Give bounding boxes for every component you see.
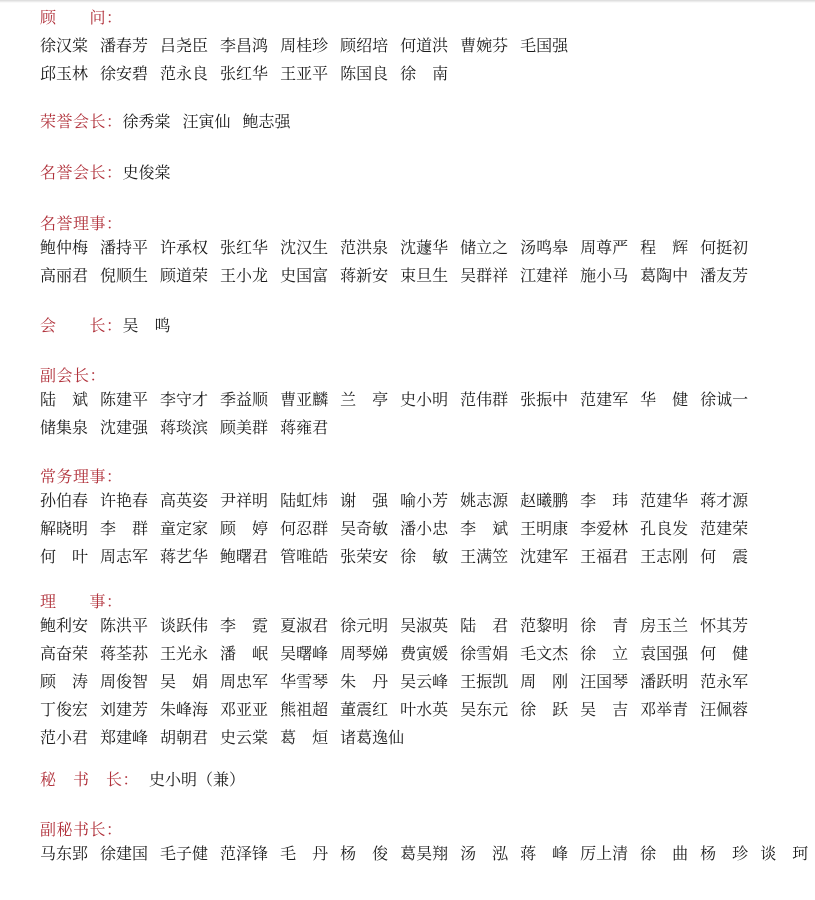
section-honorary-president <box>40 159 800 187</box>
person-name: 江建祥 <box>520 266 569 285</box>
person-name: 潘持平 <box>100 238 149 257</box>
person-name: 徐 青 <box>580 616 629 635</box>
person-name: 怀其芳 <box>700 616 749 635</box>
person-name: 高丽君 <box>40 266 89 285</box>
president-names <box>123 312 183 340</box>
person-name: 朱 丹 <box>340 672 389 691</box>
person-name: 喻小芳 <box>400 491 449 510</box>
person-name: 史国富 <box>280 266 329 285</box>
directors-heading: 理 事： <box>40 592 123 611</box>
person-name: 李爱林 <box>580 519 629 538</box>
person-name: 蒋 峰 <box>520 844 569 863</box>
directors-line-1 <box>40 612 800 640</box>
honorary-chairman-heading: 荣誉会长： <box>40 112 123 131</box>
person-name: 王振凯 <box>460 672 509 691</box>
president-heading: 会 长： <box>40 316 123 335</box>
person-name: 鲍志强 <box>242 112 291 131</box>
person-name: 刘建芳 <box>100 700 149 719</box>
person-name: 何 健 <box>700 644 749 663</box>
person-name: 王光永 <box>160 644 209 663</box>
person-name: 范伟群 <box>460 390 509 409</box>
person-name: 范建军 <box>580 390 629 409</box>
honorary-directors-line-1 <box>40 234 800 262</box>
person-name: 范小君 <box>40 728 89 747</box>
person-name: 储立之 <box>460 238 509 257</box>
standing-directors-line-1 <box>40 487 800 515</box>
person-name: 徐 南 <box>400 64 449 83</box>
standing-directors-heading: 常务理事： <box>40 467 123 486</box>
person-name: 何道洪 <box>400 36 449 55</box>
president-row <box>40 312 800 340</box>
deputy-secretaries-line-1 <box>40 840 809 868</box>
person-name: 何 叶 <box>40 547 89 566</box>
secretary-general-names <box>149 766 257 794</box>
advisors-line-1 <box>40 32 800 60</box>
person-name: 徐安碧 <box>100 64 149 83</box>
person-name: 鲍利安 <box>40 616 89 635</box>
person-name: 毛文杰 <box>520 644 569 663</box>
vice-presidents-heading: 副会长： <box>40 366 107 385</box>
person-name: 沈蘧华 <box>400 238 449 257</box>
person-name: 史小明（兼） <box>149 770 246 789</box>
person-name: 吴群祥 <box>460 266 509 285</box>
person-name: 徐 立 <box>580 644 629 663</box>
person-name: 周琴娣 <box>340 644 389 663</box>
person-name: 鲍仲梅 <box>40 238 89 257</box>
person-name: 王小龙 <box>220 266 269 285</box>
person-name: 孙伯春 <box>40 491 89 510</box>
person-name: 吴淑英 <box>400 616 449 635</box>
person-name: 束旦生 <box>400 266 449 285</box>
person-name: 张振中 <box>520 390 569 409</box>
person-name: 周尊严 <box>580 238 629 257</box>
person-name: 吴曙峰 <box>280 644 329 663</box>
person-name: 史小明 <box>400 390 449 409</box>
person-name: 程 辉 <box>640 238 689 257</box>
section-honorary-directors <box>40 214 800 290</box>
person-name: 何 震 <box>700 547 749 566</box>
person-name: 高奋荣 <box>40 644 89 663</box>
directors-line-4 <box>40 696 800 724</box>
person-name: 张荣安 <box>340 547 389 566</box>
person-name: 熊祖超 <box>280 700 329 719</box>
top-cut-fragment <box>0 0 815 3</box>
person-name: 葛陶中 <box>640 266 689 285</box>
person-name: 徐秀棠 <box>122 112 171 131</box>
advisors-line-2 <box>40 60 800 88</box>
person-name: 施小马 <box>580 266 629 285</box>
person-name: 汤鸣皋 <box>520 238 569 257</box>
person-name: 汪国琴 <box>580 672 629 691</box>
person-name: 吴 娟 <box>160 672 209 691</box>
person-name: 周俊智 <box>100 672 149 691</box>
secretary-general-row <box>40 766 800 794</box>
section-deputy-secretaries <box>40 820 809 868</box>
person-name: 管唯皓 <box>280 547 329 566</box>
person-name: 沈建强 <box>100 418 149 437</box>
person-name: 沈汉生 <box>280 238 329 257</box>
person-name: 曹亚麟 <box>280 390 329 409</box>
person-name: 童定家 <box>160 519 209 538</box>
person-name: 李 玮 <box>580 491 629 510</box>
person-name: 潘 岷 <box>220 644 269 663</box>
person-name: 姚志源 <box>460 491 509 510</box>
person-name: 何挺初 <box>700 238 749 257</box>
person-name: 郑建峰 <box>100 728 149 747</box>
section-president <box>40 312 800 340</box>
person-name: 潘春芳 <box>100 36 149 55</box>
person-name: 顾道荣 <box>160 266 209 285</box>
person-name: 高英姿 <box>160 491 209 510</box>
person-name: 华 健 <box>640 390 689 409</box>
person-name: 夏淑君 <box>280 616 329 635</box>
person-name: 房玉兰 <box>640 616 689 635</box>
honorary-president-names <box>123 159 183 187</box>
person-name: 范建华 <box>640 491 689 510</box>
person-name: 汪佩蓉 <box>700 700 749 719</box>
person-name: 张红华 <box>220 238 269 257</box>
person-name: 杨 俊 <box>340 844 389 863</box>
person-name: 陈洪平 <box>100 616 149 635</box>
person-name: 王福君 <box>580 547 629 566</box>
person-name: 范泽锋 <box>220 844 269 863</box>
honorary-president-row <box>40 159 800 187</box>
section-directors <box>40 592 800 752</box>
person-name: 汤 泓 <box>460 844 509 863</box>
person-name: 徐雪娟 <box>460 644 509 663</box>
person-name: 邓举青 <box>640 700 689 719</box>
person-name: 邓亚亚 <box>220 700 269 719</box>
person-name: 史俊棠 <box>122 163 171 182</box>
person-name: 葛昊翔 <box>400 844 449 863</box>
section-vice-presidents <box>40 366 800 442</box>
person-name: 周桂珍 <box>280 36 329 55</box>
person-name: 许承权 <box>160 238 209 257</box>
person-name: 蒋雍君 <box>280 418 329 437</box>
person-name: 解晓明 <box>40 519 89 538</box>
person-name: 徐元明 <box>340 616 389 635</box>
person-name: 范永良 <box>160 64 209 83</box>
person-name: 汪寅仙 <box>182 112 231 131</box>
person-name: 赵曦鹏 <box>520 491 569 510</box>
person-name: 陈国良 <box>340 64 389 83</box>
person-name: 潘跃明 <box>640 672 689 691</box>
person-name: 李昌鸿 <box>220 36 269 55</box>
person-name: 顾绍培 <box>340 36 389 55</box>
person-name: 兰 亭 <box>340 390 389 409</box>
person-name: 蒋新安 <box>340 266 389 285</box>
honorary-directors-heading: 名誉理事： <box>40 214 123 233</box>
person-name: 史云棠 <box>220 728 269 747</box>
person-name: 葛 烜 <box>280 728 329 747</box>
person-name: 储集泉 <box>40 418 89 437</box>
person-name: 谈跃伟 <box>160 616 209 635</box>
person-name: 周志军 <box>100 547 149 566</box>
person-name: 叶水英 <box>400 700 449 719</box>
person-name: 徐 跃 <box>520 700 569 719</box>
person-name: 费寅媛 <box>400 644 449 663</box>
person-name: 厉上清 <box>580 844 629 863</box>
person-name: 潘小忠 <box>400 519 449 538</box>
person-name: 陆 斌 <box>40 390 89 409</box>
person-name: 谢 强 <box>340 491 389 510</box>
person-name: 徐 曲 <box>640 844 689 863</box>
directors-line-2 <box>40 640 800 668</box>
honorary-directors-line-2 <box>40 262 800 290</box>
person-name: 蒋艺华 <box>160 547 209 566</box>
person-name: 许艳春 <box>100 491 149 510</box>
person-name: 徐 敏 <box>400 547 449 566</box>
person-name: 吴奇敏 <box>340 519 389 538</box>
person-name: 王亚平 <box>280 64 329 83</box>
person-name: 胡朝君 <box>160 728 209 747</box>
directors-line-5 <box>40 724 800 752</box>
person-name: 李 霓 <box>220 616 269 635</box>
person-name: 毛子健 <box>160 844 209 863</box>
section-secretary-general <box>40 766 800 794</box>
person-name: 顾 涛 <box>40 672 89 691</box>
person-name: 吴云峰 <box>400 672 449 691</box>
person-name: 蒋荃荪 <box>100 644 149 663</box>
person-name: 范永军 <box>700 672 749 691</box>
person-name: 王志刚 <box>640 547 689 566</box>
person-name: 李守才 <box>160 390 209 409</box>
person-name: 何忍群 <box>280 519 329 538</box>
person-name: 毛国强 <box>520 36 569 55</box>
person-name: 沈建军 <box>520 547 569 566</box>
person-name: 倪顺生 <box>100 266 149 285</box>
person-name: 徐诚一 <box>700 390 749 409</box>
person-name: 孔良发 <box>640 519 689 538</box>
honorary-president-heading: 名誉会长： <box>40 163 123 182</box>
person-name: 李 斌 <box>460 519 509 538</box>
section-honorary-chairman <box>40 108 800 136</box>
person-name: 范洪泉 <box>340 238 389 257</box>
section-advisors <box>40 8 800 88</box>
person-name: 张红华 <box>220 64 269 83</box>
person-name: 董震红 <box>340 700 389 719</box>
standing-directors-line-2 <box>40 515 800 543</box>
person-name: 王满笠 <box>460 547 509 566</box>
person-name: 毛 丹 <box>280 844 329 863</box>
person-name: 朱峰海 <box>160 700 209 719</box>
person-name: 陈建平 <box>100 390 149 409</box>
person-name: 曹婉芬 <box>460 36 509 55</box>
person-name: 范黎明 <box>520 616 569 635</box>
directors-line-3 <box>40 668 800 696</box>
person-name: 邱玉林 <box>40 64 89 83</box>
person-name: 杨 珍 <box>700 844 749 863</box>
person-name: 马东郢 <box>40 844 89 863</box>
person-name: 徐建国 <box>100 844 149 863</box>
person-name: 季益顺 <box>220 390 269 409</box>
person-name: 鲍曙君 <box>220 547 269 566</box>
person-name: 顾美群 <box>220 418 269 437</box>
deputy-secretaries-heading: 副秘书长： <box>40 820 123 839</box>
honorary-chairman-row <box>40 108 800 136</box>
person-name: 徐汉棠 <box>40 36 89 55</box>
standing-directors-line-3 <box>40 543 800 571</box>
person-name: 袁国强 <box>640 644 689 663</box>
person-name: 李 群 <box>100 519 149 538</box>
person-name: 华雪琴 <box>280 672 329 691</box>
person-name: 吴 吉 <box>580 700 629 719</box>
person-name: 王明康 <box>520 519 569 538</box>
vice-presidents-line-2 <box>40 414 800 442</box>
person-name: 蒋琰滨 <box>160 418 209 437</box>
person-name: 谈 珂 <box>760 844 809 863</box>
vice-presidents-line-1 <box>40 386 800 414</box>
honorary-chairman-names <box>123 108 303 136</box>
person-name: 周忠军 <box>220 672 269 691</box>
person-name: 范建荣 <box>700 519 749 538</box>
person-name: 吴 鸣 <box>122 316 171 335</box>
person-name: 吕尧臣 <box>160 36 209 55</box>
section-standing-directors <box>40 467 800 571</box>
person-name: 吴东元 <box>460 700 509 719</box>
secretary-general-heading: 秘 书 长： <box>40 770 140 789</box>
person-name: 丁俊宏 <box>40 700 89 719</box>
person-name: 潘友芳 <box>700 266 749 285</box>
person-name: 诸葛逸仙 <box>340 728 405 747</box>
advisors-heading: 顾 问： <box>40 8 123 27</box>
person-name: 陆 君 <box>460 616 509 635</box>
person-name: 尹祥明 <box>220 491 269 510</box>
person-name: 顾 婷 <box>220 519 269 538</box>
person-name: 陆虹炜 <box>280 491 329 510</box>
person-name: 蒋才源 <box>700 491 749 510</box>
person-name: 周 刚 <box>520 672 569 691</box>
